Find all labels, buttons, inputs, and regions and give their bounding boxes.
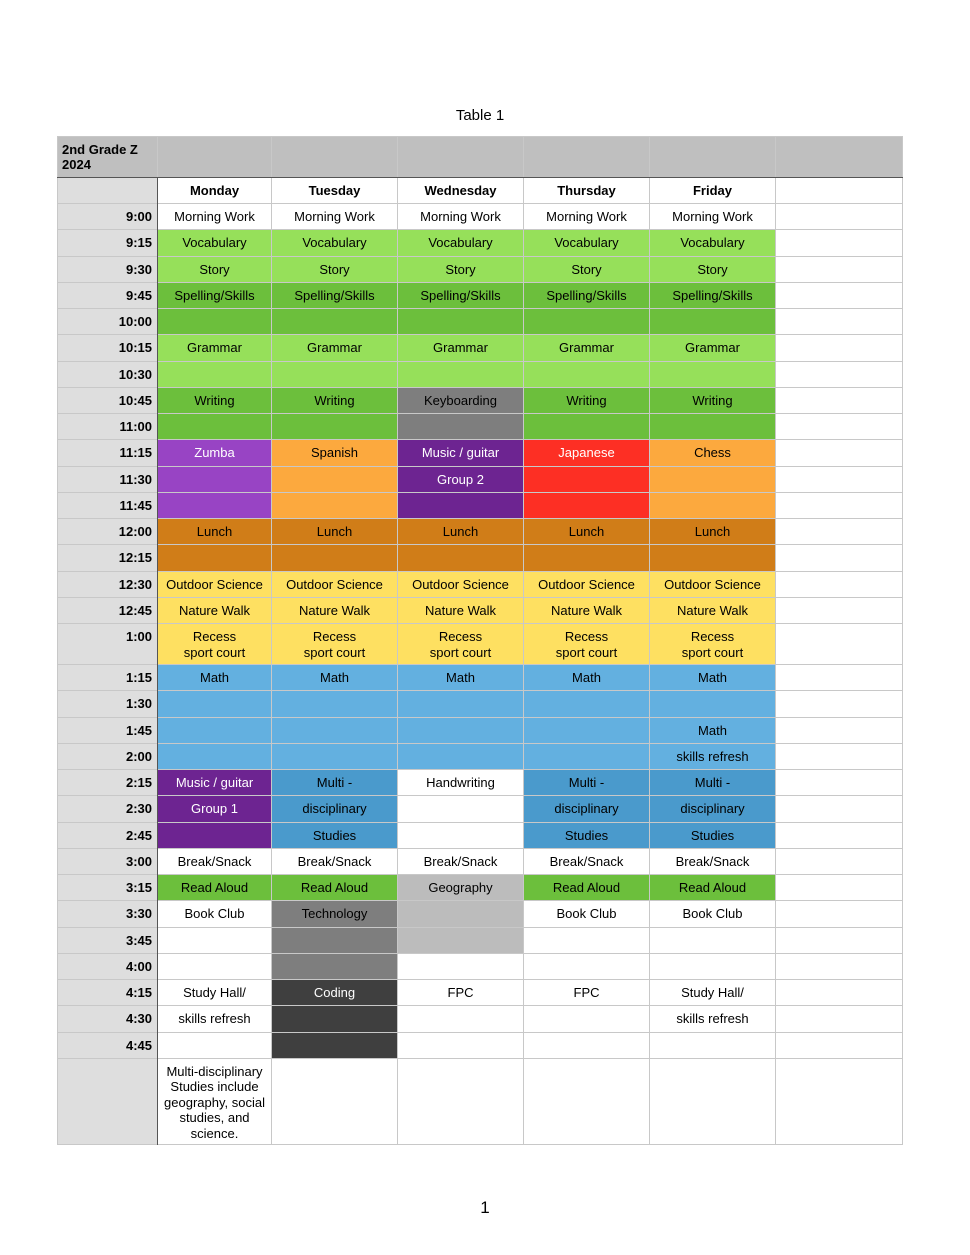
schedule-cell[interactable] [272,954,398,980]
time-label: 1:15 [57,665,158,691]
extra-column-cell [776,204,903,230]
schedule-cell[interactable] [158,362,272,388]
header-spacer [776,136,903,178]
extra-column-cell [776,414,903,440]
schedule-cell[interactable]: disciplinary [524,796,650,822]
schedule-cell[interactable] [398,823,524,849]
time-label: 9:15 [57,230,158,256]
time-label: 10:45 [57,388,158,414]
schedule-cell[interactable]: Vocabulary [272,230,398,256]
schedule-cell[interactable]: Morning Work [272,204,398,230]
schedule-cell[interactable]: Outdoor Science [398,572,524,598]
schedule-cell[interactable]: Music / guitar [398,440,524,466]
schedule-cell[interactable] [272,414,398,440]
schedule-cell[interactable]: Lunch [650,519,776,545]
day-header-tuesday: Tuesday [272,178,398,204]
schedule-cell[interactable]: Nature Walk [158,598,272,624]
schedule-cell[interactable]: Outdoor Science [272,572,398,598]
header-spacer [398,136,524,178]
schedule-cell[interactable] [650,467,776,493]
header-spacer [650,136,776,178]
schedule-cell[interactable]: Break/Snack [650,849,776,875]
schedule-cell[interactable]: Read Aloud [158,875,272,901]
schedule-cell[interactable]: Spanish [272,440,398,466]
schedule-cell[interactable]: Recess sport court [398,624,524,665]
header-spacer [158,136,272,178]
schedule-cell[interactable] [650,414,776,440]
schedule-cell[interactable]: Recess sport court [158,624,272,665]
extra-column-cell [776,901,903,927]
extra-column-cell [776,875,903,901]
schedule-cell[interactable] [398,901,524,927]
page-number: 1 [480,1198,490,1217]
schedule-cell[interactable]: Technology [272,901,398,927]
extra-column-cell [776,1006,903,1032]
time-label: 1:45 [57,718,158,744]
day-header-monday: Monday [158,178,272,204]
time-label: 1:00 [57,624,158,665]
schedule-cell[interactable]: Lunch [524,519,650,545]
schedule-cell[interactable] [524,1006,650,1032]
schedule-cell[interactable]: Studies [272,823,398,849]
schedule-cell[interactable] [650,493,776,519]
schedule-cell[interactable]: Morning Work [398,204,524,230]
schedule-cell[interactable] [158,954,272,980]
schedule-cell[interactable]: Lunch [272,519,398,545]
header-divider [57,177,903,178]
extra-column-cell [776,980,903,1006]
schedule-cell[interactable]: Math [398,665,524,691]
schedule-cell[interactable]: Morning Work [158,204,272,230]
schedule-cell[interactable]: Book Club [650,901,776,927]
table-title: Table 1 [455,107,505,124]
extra-column-cell [776,493,903,519]
schedule-cell[interactable]: Math [650,665,776,691]
schedule-cell[interactable] [272,309,398,335]
schedule-cell[interactable] [272,1033,398,1059]
schedule-cell[interactable]: Study Hall/ [650,980,776,1006]
schedule-cell[interactable] [524,1033,650,1059]
schedule-cell[interactable]: Math [272,665,398,691]
time-label: 12:45 [57,598,158,624]
time-label: 4:15 [57,980,158,1006]
time-label: 11:15 [57,440,158,466]
schedule-cell[interactable]: Geography [398,875,524,901]
schedule-cell[interactable] [398,718,524,744]
schedule-cell[interactable] [524,545,650,571]
schedule-cell[interactable]: Writing [272,388,398,414]
extra-column-cell [776,598,903,624]
schedule-cell[interactable] [524,493,650,519]
schedule-cell[interactable] [158,309,272,335]
schedule-cell[interactable]: Vocabulary [524,230,650,256]
footnote-empty-cell [650,1059,776,1145]
schedule-cell[interactable]: Writing [158,388,272,414]
schedule-cell[interactable] [158,493,272,519]
extra-column-cell [776,718,903,744]
schedule-cell[interactable] [524,928,650,954]
schedule-cell[interactable] [398,362,524,388]
schedule-cell[interactable]: Break/Snack [524,849,650,875]
schedule-cell[interactable] [398,493,524,519]
header-spacer [272,136,398,178]
schedule-cell[interactable]: Studies [524,823,650,849]
schedule-cell[interactable] [398,309,524,335]
schedule-cell[interactable]: skills refresh [650,744,776,770]
schedule-cell[interactable]: Outdoor Science [158,572,272,598]
schedule-cell[interactable] [398,414,524,440]
schedule-cell[interactable]: skills refresh [650,1006,776,1032]
footnote-empty-cell [776,1059,903,1145]
schedule-cell[interactable]: Spelling/Skills [272,283,398,309]
extra-column-cell [776,467,903,493]
schedule-cell[interactable]: Math [650,718,776,744]
time-label: 10:30 [57,362,158,388]
time-label: 12:00 [57,519,158,545]
schedule-cell[interactable]: Recess sport court [272,624,398,665]
schedule-cell[interactable]: Book Club [158,901,272,927]
corner-blank [57,178,158,204]
time-label: 9:30 [57,257,158,283]
extra-column-cell [776,691,903,717]
schedule-cell[interactable]: Vocabulary [158,230,272,256]
schedule-cell[interactable]: Spelling/Skills [158,283,272,309]
schedule-cell[interactable]: disciplinary [650,796,776,822]
schedule-cell[interactable] [272,545,398,571]
schedule-cell[interactable]: FPC [398,980,524,1006]
schedule-cell[interactable]: Vocabulary [650,230,776,256]
header-spacer [524,136,650,178]
time-label: 9:00 [57,204,158,230]
schedule-cell[interactable]: Grammar [272,335,398,361]
time-label: 2:45 [57,823,158,849]
time-label: 11:30 [57,467,158,493]
schedule-cell[interactable]: Spelling/Skills [524,283,650,309]
schedule-cell[interactable]: Recess sport court [650,624,776,665]
time-label: 11:45 [57,493,158,519]
schedule-cell[interactable] [158,691,272,717]
schedule-cell[interactable] [158,823,272,849]
extra-column-cell [776,954,903,980]
schedule-cell[interactable]: Studies [650,823,776,849]
schedule-cell[interactable] [524,691,650,717]
schedule-cell[interactable] [398,954,524,980]
schedule-cell[interactable]: Lunch [158,519,272,545]
time-label: 10:00 [57,309,158,335]
schedule-cell[interactable] [398,1006,524,1032]
extra-column-cell [776,519,903,545]
schedule-cell[interactable] [158,928,272,954]
time-label: 4:45 [57,1033,158,1059]
schedule-cell[interactable]: Read Aloud [524,875,650,901]
schedule-cell[interactable]: Zumba [158,440,272,466]
schedule-cell[interactable] [398,691,524,717]
schedule-cell[interactable]: Math [158,665,272,691]
footnote-empty-cell [524,1059,650,1145]
schedule-cell[interactable] [650,309,776,335]
schedule-cell[interactable]: Spelling/Skills [650,283,776,309]
footnote-spacer [57,1059,158,1145]
extra-column-cell [776,230,903,256]
schedule-cell[interactable]: Math [524,665,650,691]
extra-column-cell [776,257,903,283]
time-label: 3:15 [57,875,158,901]
extra-column-cell [776,388,903,414]
extra-column-cell [776,545,903,571]
schedule-cell[interactable]: Morning Work [524,204,650,230]
schedule-cell[interactable]: Vocabulary [398,230,524,256]
schedule-cell[interactable] [158,1033,272,1059]
schedule-cell[interactable]: Outdoor Science [524,572,650,598]
schedule-cell[interactable] [650,545,776,571]
schedule-cell[interactable] [272,718,398,744]
schedule-cell[interactable]: Break/Snack [398,849,524,875]
schedule-cell[interactable] [272,362,398,388]
grade-year-label: 2nd Grade Z 2024 [57,136,158,178]
time-label: 3:00 [57,849,158,875]
extra-column-cell [776,572,903,598]
schedule-cell[interactable]: Break/Snack [272,849,398,875]
schedule-cell[interactable] [650,1033,776,1059]
schedule-cell[interactable] [158,545,272,571]
extra-column-cell [776,624,903,665]
schedule-cell[interactable] [158,744,272,770]
extra-column-cell [776,849,903,875]
extra-column-cell [776,770,903,796]
time-label: 12:15 [57,545,158,571]
schedule-cell[interactable]: Keyboarding [398,388,524,414]
schedule-cell[interactable]: Multi - [524,770,650,796]
schedule-cell[interactable]: Nature Walk [524,598,650,624]
schedule-cell[interactable]: skills refresh [158,1006,272,1032]
schedule-cell[interactable] [398,545,524,571]
extra-column-cell [776,928,903,954]
schedule-cell[interactable]: Recess sport court [524,624,650,665]
schedule-cell[interactable] [272,1006,398,1032]
time-label: 11:00 [57,414,158,440]
time-label: 2:15 [57,770,158,796]
schedule-cell[interactable]: Morning Work [650,204,776,230]
footnote-empty-cell [272,1059,398,1145]
extra-column-cell [776,178,903,204]
schedule-cell[interactable] [272,691,398,717]
schedule-cell[interactable] [272,493,398,519]
schedule-cell[interactable] [524,954,650,980]
schedule-cell[interactable]: Grammar [650,335,776,361]
schedule-table [57,136,903,1145]
extra-column-cell [776,665,903,691]
schedule-cell[interactable]: Story [272,257,398,283]
extra-column-cell [776,440,903,466]
time-label: 3:45 [57,928,158,954]
extra-column-cell [776,1033,903,1059]
schedule-cell[interactable] [398,1033,524,1059]
time-label: 2:30 [57,796,158,822]
time-label: 2:00 [57,744,158,770]
schedule-cell[interactable]: Chess [650,440,776,466]
schedule-cell[interactable]: Lunch [398,519,524,545]
schedule-cell[interactable]: Grammar [524,335,650,361]
schedule-cell[interactable] [650,928,776,954]
schedule-cell[interactable] [272,928,398,954]
schedule-cell[interactable] [398,928,524,954]
schedule-cell[interactable]: FPC [524,980,650,1006]
extra-column-cell [776,309,903,335]
time-label: 10:15 [57,335,158,361]
schedule-cell[interactable]: Grammar [398,335,524,361]
schedule-cell[interactable]: Spelling/Skills [398,283,524,309]
schedule-cell[interactable] [650,954,776,980]
schedule-cell[interactable] [272,744,398,770]
time-label: 4:00 [57,954,158,980]
schedule-cell[interactable]: Outdoor Science [650,572,776,598]
schedule-cell[interactable] [524,309,650,335]
time-label: 1:30 [57,691,158,717]
extra-column-cell [776,362,903,388]
schedule-cell[interactable]: Group 2 [398,467,524,493]
schedule-cell[interactable] [158,414,272,440]
schedule-cell[interactable] [158,718,272,744]
extra-column-cell [776,744,903,770]
schedule-cell[interactable] [524,414,650,440]
schedule-cell[interactable]: Nature Walk [272,598,398,624]
schedule-cell[interactable] [272,467,398,493]
time-label: 12:30 [57,572,158,598]
schedule-cell[interactable] [650,691,776,717]
schedule-cell[interactable]: Story [158,257,272,283]
extra-column-cell [776,796,903,822]
schedule-cell[interactable]: Read Aloud [650,875,776,901]
schedule-cell[interactable] [398,796,524,822]
schedule-cell[interactable]: Break/Snack [158,849,272,875]
schedule-cell[interactable]: Music / guitar [158,770,272,796]
schedule-cell[interactable]: Multi - [650,770,776,796]
schedule-cell[interactable]: disciplinary [272,796,398,822]
time-label: 4:30 [57,1006,158,1032]
schedule-cell[interactable]: Multi - [272,770,398,796]
footnote-text: Multi-disciplinary Studies include geography, social studies, and science. [158,1059,272,1145]
schedule-cell[interactable]: Read Aloud [272,875,398,901]
schedule-cell[interactable] [524,744,650,770]
day-header-wednesday: Wednesday [398,178,524,204]
schedule-cell[interactable] [158,467,272,493]
schedule-cell[interactable]: Story [524,257,650,283]
schedule-cell[interactable]: Book Club [524,901,650,927]
schedule-cell[interactable]: Nature Walk [650,598,776,624]
extra-column-cell [776,335,903,361]
schedule-cell[interactable]: Coding [272,980,398,1006]
schedule-cell[interactable] [524,467,650,493]
schedule-cell[interactable]: Story [650,257,776,283]
schedule-cell[interactable]: Writing [524,388,650,414]
schedule-cell[interactable]: Handwriting [398,770,524,796]
schedule-cell[interactable] [650,362,776,388]
schedule-cell[interactable] [524,718,650,744]
schedule-cell[interactable]: Study Hall/ [158,980,272,1006]
schedule-cell[interactable]: Japanese [524,440,650,466]
time-column-divider [157,178,158,1145]
schedule-cell[interactable]: Group 1 [158,796,272,822]
schedule-cell[interactable] [398,744,524,770]
schedule-cell[interactable] [524,362,650,388]
extra-column-cell [776,823,903,849]
schedule-cell[interactable]: Story [398,257,524,283]
time-label: 9:45 [57,283,158,309]
time-label: 3:30 [57,901,158,927]
day-header-friday: Friday [650,178,776,204]
schedule-cell[interactable]: Grammar [158,335,272,361]
schedule-cell[interactable]: Nature Walk [398,598,524,624]
day-header-thursday: Thursday [524,178,650,204]
footnote-empty-cell [398,1059,524,1145]
schedule-cell[interactable]: Writing [650,388,776,414]
extra-column-cell [776,283,903,309]
